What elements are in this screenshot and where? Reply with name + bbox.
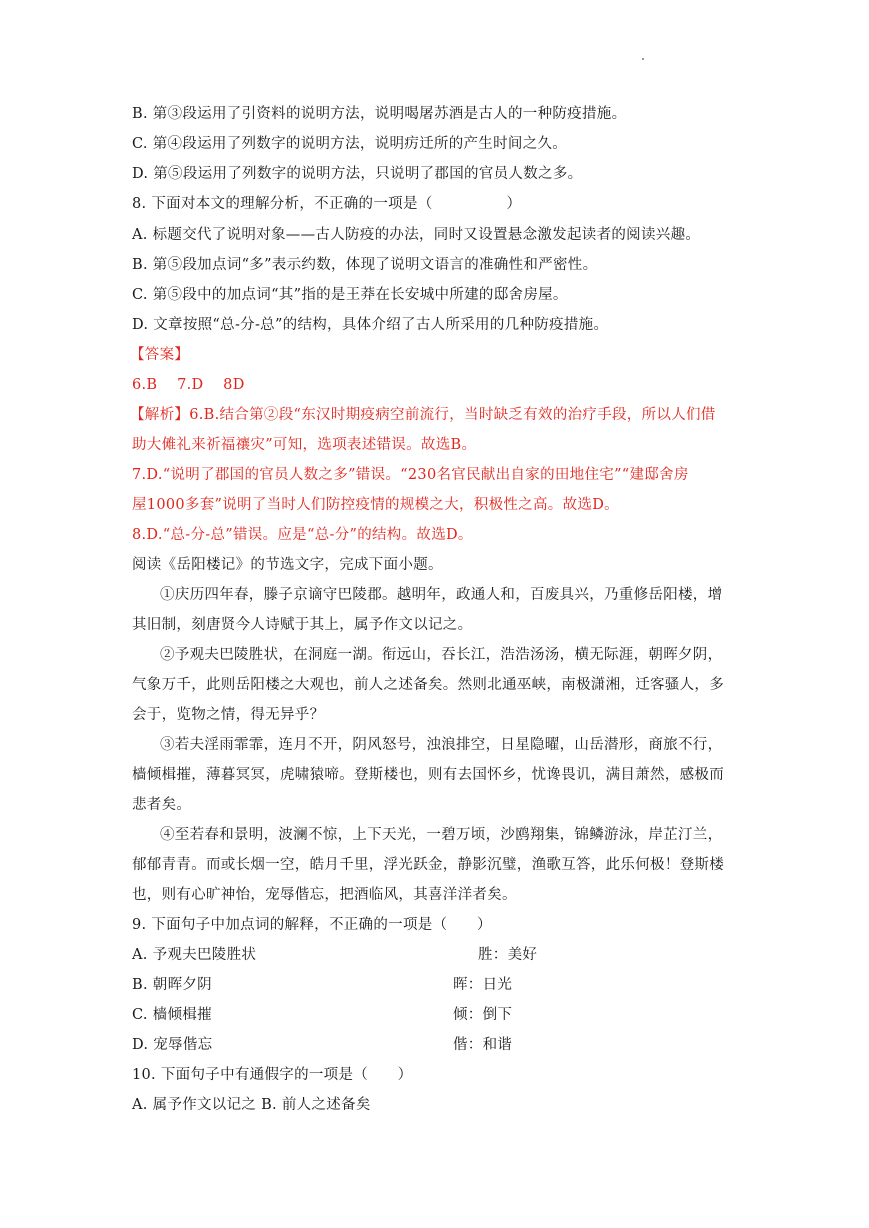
q8-option-c: C. 第⑤段中的加点词“其”指的是王莽在长安城中所建的邸舍房屋。 bbox=[132, 287, 568, 303]
q8-option-b: B. 第⑤段加点词“多”表示约数，体现了说明文语言的准确性和严密性。 bbox=[132, 257, 598, 273]
q10-options-ab: A. 属予作文以记之 B. 前人之述备矣 bbox=[132, 1097, 371, 1113]
passage-p2-line-2: 气象万千，此则岳阳楼之大观也，前人之述备矣。然则北通巫峡，南极潇湘，迁客骚人，多 bbox=[132, 677, 724, 693]
q9-option-c-gloss: 倾：倒下 bbox=[453, 1007, 513, 1023]
q9-option-d: D. 宠辱偕忘 bbox=[132, 1037, 213, 1053]
q8-stem: 8. 下面对本文的理解分析，不正确的一项是（ ） bbox=[132, 196, 522, 212]
q9-option-a: A. 予观夫巴陵胜状 bbox=[132, 947, 257, 963]
answer-values: 6.B 7.D 8D bbox=[132, 377, 245, 393]
passage-p4-line-1: ④至若春和景明，波澜不惊，上下天光，一碧万顷，沙鸥翔集，锦鳞游泳，岸芷汀兰， bbox=[160, 827, 723, 843]
q8-option-a: A. 标题交代了说明对象——古人防疫的办法，同时又设置悬念激发起读者的阅读兴趣。 bbox=[132, 227, 701, 243]
passage-p1-line-2: 其旧制，刻唐贤今人诗赋于其上，属予作文以记之。 bbox=[132, 617, 473, 633]
passage-p4-line-2: 郁郁青青。而或长烟一空，皓月千里，浮光跃金，静影沉璧，渔歌互答，此乐何极！登斯楼 bbox=[132, 857, 724, 873]
q7-option-c: C. 第④段运用了列数字的说明方法，说明疠迁所的产生时间之久。 bbox=[132, 136, 568, 152]
q9-option-d-gloss: 偕：和谐 bbox=[453, 1037, 513, 1053]
passage-p3-line-1: ③若夫淫雨霏霏，连月不开，阴风怒号，浊浪排空，日星隐曜，山岳潜形，商旅不行， bbox=[160, 737, 723, 753]
q9-option-b: B. 朝晖夕阴 bbox=[132, 977, 212, 993]
analysis-line-2: 助大傩礼来祈福禳灾”可知，选项表述错误。故选B。 bbox=[132, 437, 477, 453]
analysis-line-1 bbox=[130, 406, 716, 424]
analysis-line-3: 7.D.“说明了郡国的官员人数之多”错误。“230名官民献出自家的田地住宅”“建邸舍房 bbox=[132, 467, 689, 483]
answer-label: 【答案】 bbox=[130, 347, 190, 363]
q9-option-a-gloss: 胜：美好 bbox=[478, 947, 538, 963]
passage-p3-line-3: 悲者矣。 bbox=[132, 797, 192, 813]
q10-stem: 10. 下面句子中有通假字的一项是（ ） bbox=[132, 1067, 413, 1083]
q8-option-d: D. 文章按照“总-分-总”的结构，具体介绍了古人所采用的几种防疫措施。 bbox=[132, 317, 609, 333]
analysis-line-5: 8.D.“总-分-总”错误。应是“总-分”的结构。故选D。 bbox=[132, 527, 473, 543]
passage-p3-line-2: 樯倾楫摧，薄暮冥冥，虎啸猿啼。登斯楼也，则有去国怀乡，忧谗畏讥，满目萧然，感极而 bbox=[132, 767, 724, 783]
q9-stem: 9. 下面句子中加点词的解释，不正确的一项是（ ） bbox=[132, 917, 492, 933]
passage-p1-line-1: ①庆历四年春，滕子京谪守巴陵郡。越明年，政通人和，百废具兴，乃重修岳阳楼，增 bbox=[160, 587, 723, 603]
q7-option-b: B. 第③段运用了引资料的说明方法，说明喝屠苏酒是古人的一种防疫措施。 bbox=[132, 106, 627, 122]
passage-p2-line-1: ②予观夫巴陵胜状，在洞庭一湖。衔远山，吞长江，浩浩汤汤，横无际涯，朝晖夕阴， bbox=[160, 647, 723, 663]
page-dot-mark bbox=[642, 58, 644, 60]
q7-option-d: D. 第⑤段运用了列数字的说明方法，只说明了郡国的官员人数之多。 bbox=[132, 166, 583, 182]
analysis-label: 【解析】 bbox=[130, 407, 190, 423]
q9-option-c: C. 樯倾楫摧 bbox=[132, 1007, 212, 1023]
analysis-line-4: 屋1000多套”说明了当时人们防控疫情的规模之大，积极性之高。故选D。 bbox=[132, 497, 619, 513]
q9-option-b-gloss: 晖：日光 bbox=[453, 977, 513, 993]
reading-intro: 阅读《岳阳楼记》的节选文字，完成下面小题。 bbox=[132, 557, 443, 573]
analysis-text-1: 6.B.结合第②段“东汉时期疫病空前流行，当时缺乏有效的治疗手段，所以人们借 bbox=[189, 407, 716, 423]
passage-p2-line-3: 会于，览物之情，得无异乎？ bbox=[132, 707, 325, 723]
passage-p4-line-3: 也，则有心旷神怡，宠辱偕忘，把酒临风，其喜洋洋者矣。 bbox=[132, 887, 517, 903]
